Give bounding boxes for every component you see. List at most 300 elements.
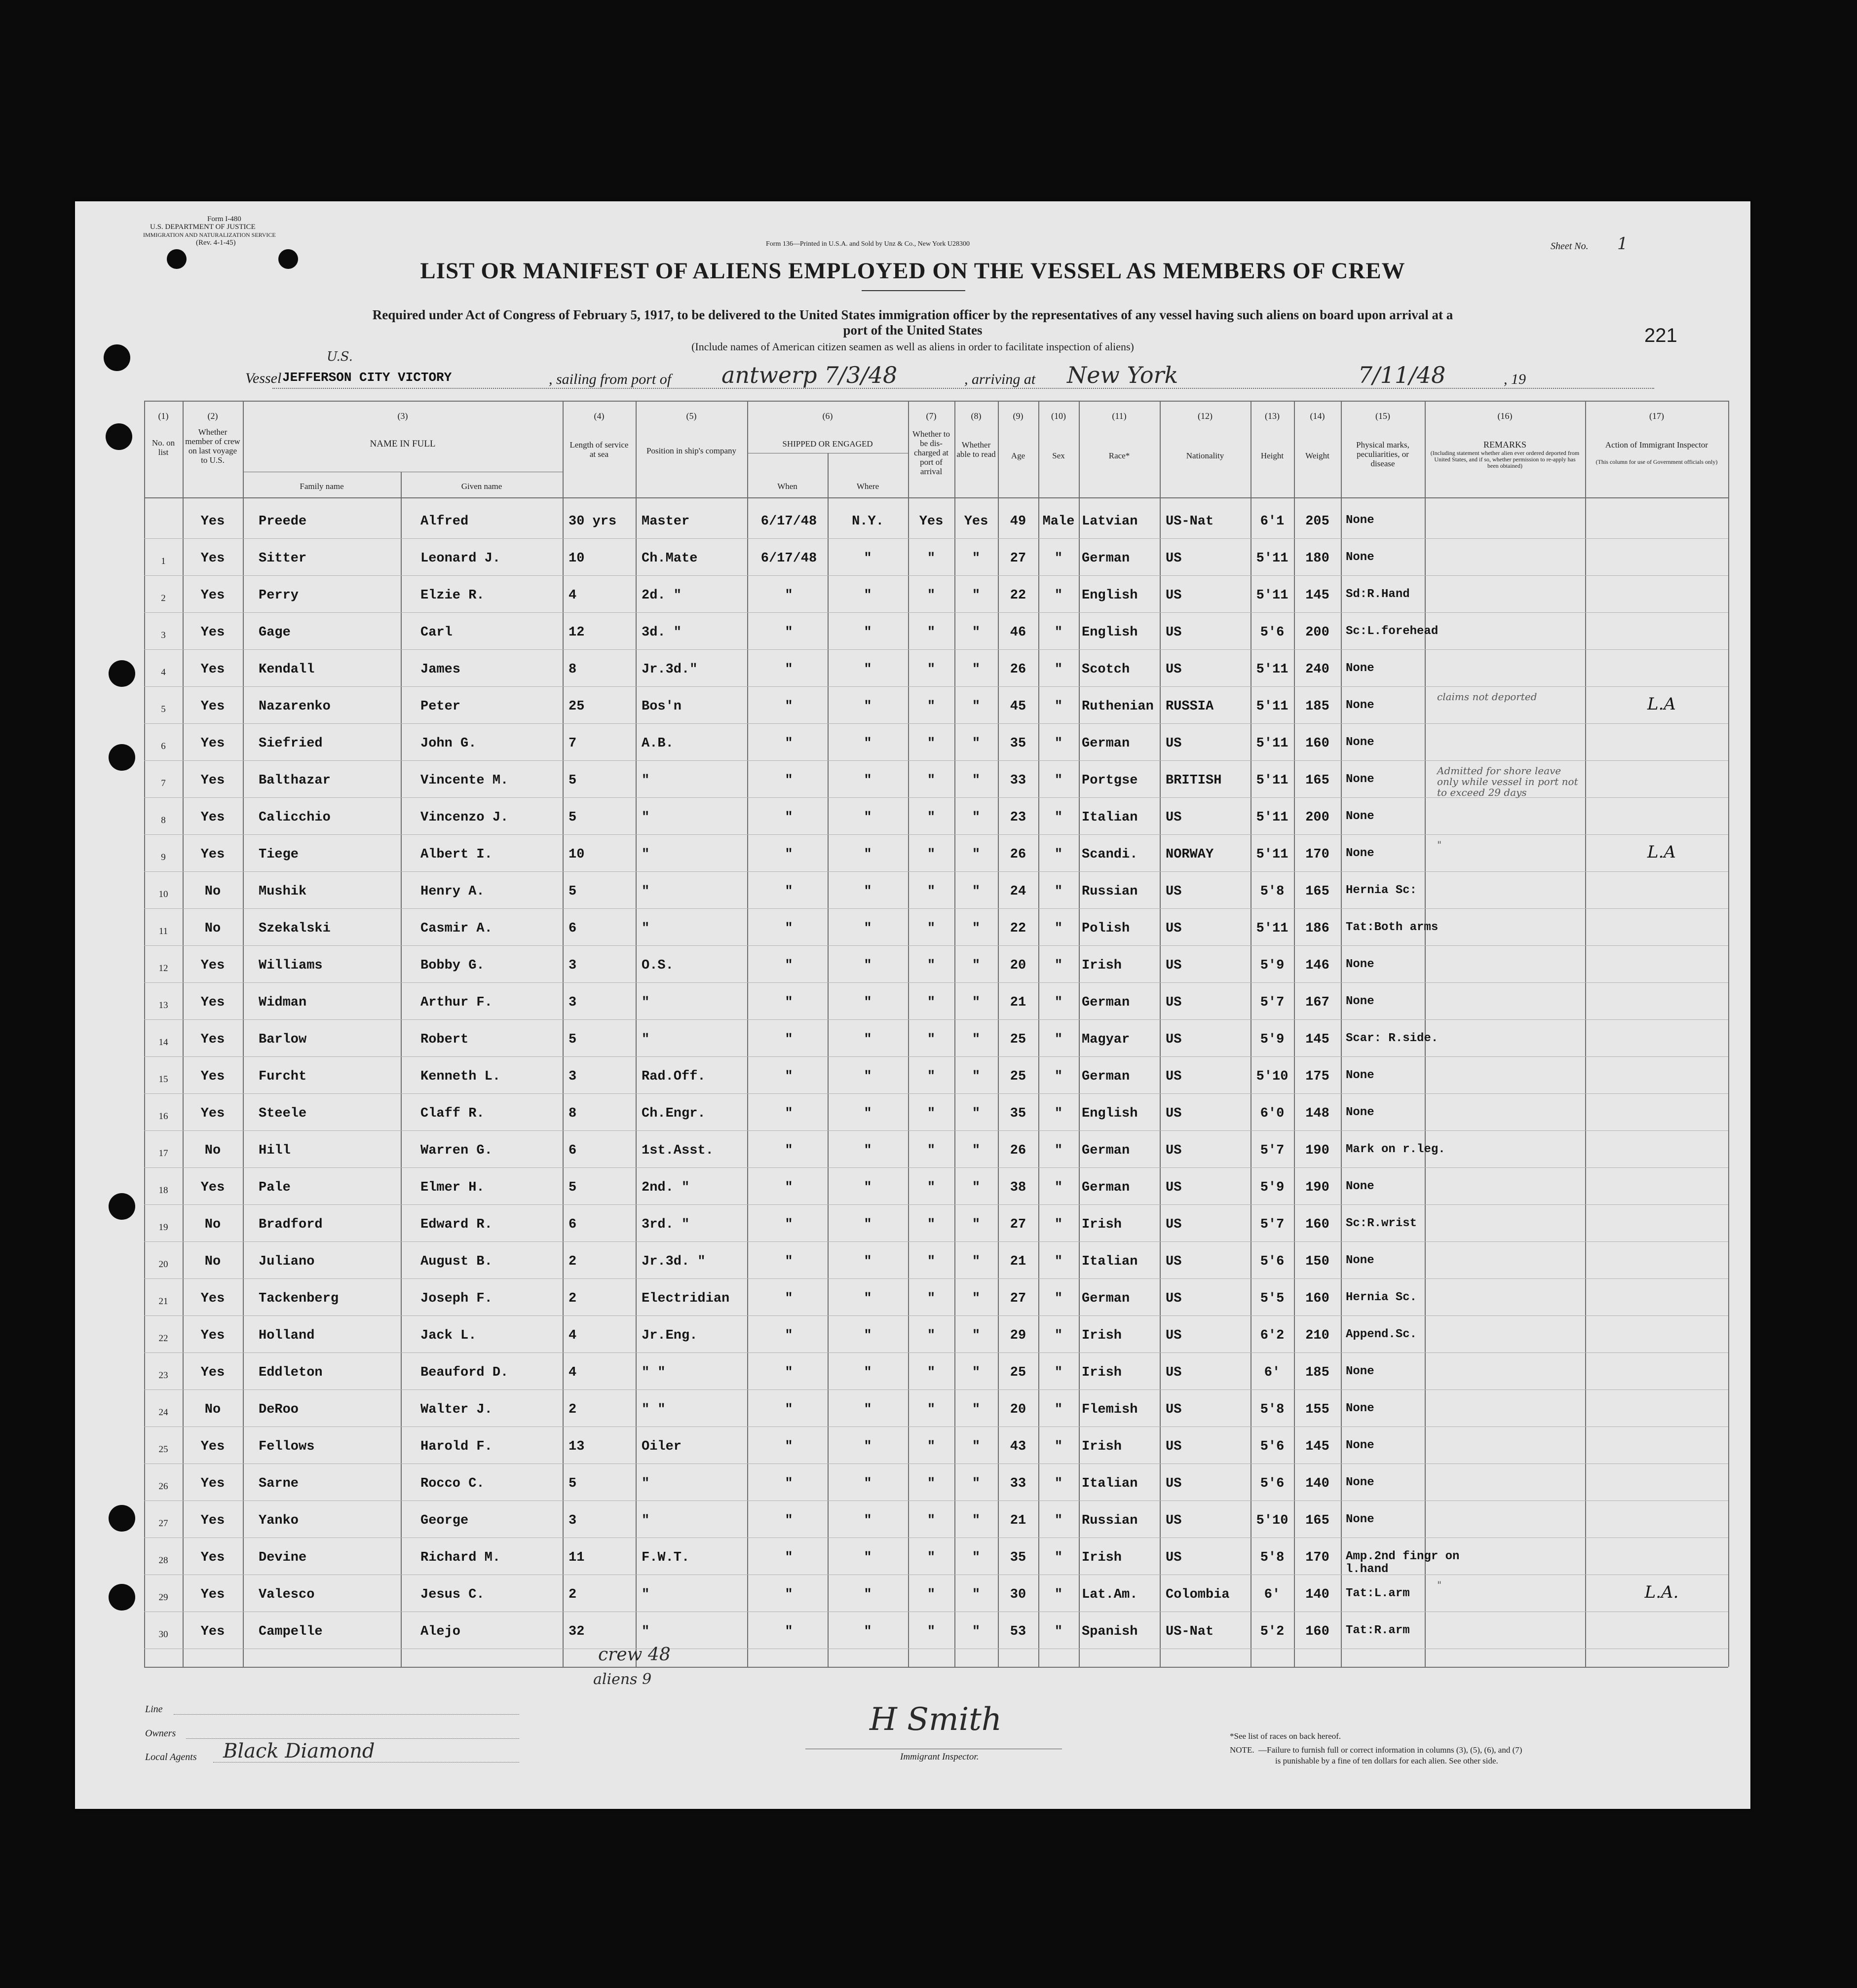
row-number: 8 <box>161 815 166 825</box>
position-cell: F.W.T. <box>642 1550 690 1565</box>
height-cell: 5'6 <box>1260 625 1285 640</box>
col-head-given: Given name <box>461 482 502 491</box>
given-name-cell: Albert I. <box>420 847 493 862</box>
prev-voyage-cell: Yes <box>200 1624 225 1639</box>
read-cell: " <box>972 958 981 973</box>
weight-cell: 145 <box>1305 588 1329 603</box>
vessel-rule <box>272 388 1654 389</box>
race-cell: Irish <box>1082 1217 1122 1232</box>
age-cell: 49 <box>1010 514 1026 529</box>
col-border <box>401 472 402 1667</box>
nationality-cell: US <box>1166 1328 1182 1343</box>
form-id: Form I-480 <box>207 215 241 223</box>
family-name-cell: Valesco <box>259 1587 315 1602</box>
shipped-where-cell: " <box>864 1476 872 1491</box>
service-cell: 3 <box>568 1069 577 1084</box>
family-name-cell: Preede <box>259 514 307 529</box>
prev-voyage-cell: Yes <box>200 1328 225 1343</box>
col-head-remarks-detail: (Including statement whether alien ever ordered deported from United States, and if so, whether permission to re-apply has been obtained) <box>1430 450 1580 469</box>
read-cell: " <box>972 884 981 899</box>
service-cell: 13 <box>568 1439 585 1454</box>
given-name-cell: Henry A. <box>420 884 485 899</box>
race-cell: Irish <box>1082 1550 1122 1565</box>
col-num-10: (10) <box>1051 411 1066 421</box>
race-cell: Scotch <box>1082 662 1130 677</box>
race-cell: Irish <box>1082 958 1122 973</box>
given-name-cell: Claff R. <box>420 1106 485 1121</box>
race-cell: Flemish <box>1082 1402 1138 1417</box>
height-cell: 5'11 <box>1256 847 1289 862</box>
weight-cell: 185 <box>1305 699 1329 714</box>
age-cell: 21 <box>1010 1254 1026 1269</box>
sex-cell: " <box>1054 662 1063 677</box>
shipped-when-cell: " <box>785 1254 793 1269</box>
family-name-cell: Calicchio <box>259 810 331 825</box>
height-cell: 5'11 <box>1256 662 1289 677</box>
height-cell: 5'10 <box>1256 1513 1289 1528</box>
height-cell: 5'6 <box>1260 1476 1285 1491</box>
prev-voyage-cell: Yes <box>200 1069 225 1084</box>
col-head-position: Position in ship's company <box>646 446 737 455</box>
service-cell: 2 <box>568 1291 577 1306</box>
nationality-cell: US <box>1166 1032 1182 1047</box>
read-cell: " <box>972 625 981 640</box>
shipped-where-cell: " <box>864 699 872 714</box>
age-cell: 22 <box>1010 588 1026 603</box>
given-name-cell: Arthur F. <box>420 995 493 1010</box>
row-number: 22 <box>158 1333 168 1344</box>
col-border <box>243 401 244 1667</box>
marks-cell: None <box>1346 1439 1374 1452</box>
binder-hole <box>104 344 130 371</box>
arrival-date: 7/11/48 <box>1358 362 1446 388</box>
sex-cell: " <box>1054 1291 1063 1306</box>
weight-cell: 140 <box>1305 1587 1329 1602</box>
prev-voyage-cell: Yes <box>200 1550 225 1565</box>
given-name-cell: Alfred <box>420 514 469 529</box>
col-border <box>1341 401 1342 1667</box>
marks-cell: Tat:L.arm <box>1346 1587 1410 1600</box>
race-cell: Scandi. <box>1082 847 1138 862</box>
shipped-when-cell: 6/17/48 <box>760 551 817 566</box>
weight-cell: 205 <box>1305 514 1329 529</box>
discharged-cell: " <box>927 699 936 714</box>
col-head-service: Length of service at sea <box>569 440 629 459</box>
prev-voyage-cell: Yes <box>200 810 225 825</box>
weight-cell: 160 <box>1305 736 1329 751</box>
sex-cell: " <box>1054 1069 1063 1084</box>
row-number: 15 <box>158 1074 168 1085</box>
col-head-action: Action of Immigrant Inspector <box>1605 440 1708 450</box>
position-cell: Ch.Engr. <box>642 1106 706 1121</box>
read-cell: " <box>972 1328 981 1343</box>
prev-voyage-cell: No <box>204 1254 221 1269</box>
row-number: 25 <box>158 1444 168 1455</box>
year-label: , 19 <box>1504 371 1526 387</box>
shipped-where-cell: " <box>864 625 872 640</box>
position-cell: " " <box>642 1402 666 1417</box>
position-cell: " <box>642 1624 650 1639</box>
position-cell: " <box>642 1513 650 1528</box>
service-cell: 2 <box>568 1587 577 1602</box>
col-border <box>144 401 145 1667</box>
col-border <box>1160 401 1161 1667</box>
shipped-when-cell: " <box>785 958 793 973</box>
shipped-when-cell: " <box>785 1069 793 1084</box>
race-cell: Polish <box>1082 921 1130 936</box>
line-label: Line <box>145 1704 163 1715</box>
remarks-cell: claims not deported <box>1437 691 1537 703</box>
shipped-where-cell: " <box>864 995 872 1010</box>
weight-cell: 200 <box>1305 810 1329 825</box>
shipped-when-cell: " <box>785 847 793 862</box>
read-cell: " <box>972 1069 981 1084</box>
table-bottom-border <box>144 1667 1728 1668</box>
col-num-1: (1) <box>158 411 169 421</box>
shipped-when-cell: " <box>785 921 793 936</box>
given-name-cell: Beauford D. <box>420 1365 509 1380</box>
sheet-no: 1 <box>1617 234 1628 254</box>
sex-cell: " <box>1054 1328 1063 1343</box>
prev-voyage-cell: Yes <box>200 588 225 603</box>
shipped-where-cell: " <box>864 773 872 788</box>
race-cell: English <box>1082 625 1138 640</box>
family-name-cell: Furcht <box>259 1069 307 1084</box>
service: IMMIGRATION AND NATURALIZATION SERVICE <box>143 231 276 238</box>
position-cell: A.B. <box>642 736 674 751</box>
marks-cell: None <box>1346 958 1374 971</box>
marks-cell: None <box>1346 551 1374 564</box>
given-name-cell: Joseph F. <box>420 1291 493 1306</box>
marks-cell: Sd:R.Hand <box>1346 588 1410 601</box>
races-note: *See list of races on back hereof. <box>1230 1731 1341 1741</box>
age-cell: 46 <box>1010 625 1026 640</box>
shipped-where-cell: N.Y. <box>852 514 884 529</box>
requirement-line2: port of the United States <box>843 323 983 338</box>
position-cell: 2nd. " <box>642 1180 690 1195</box>
sex-cell: " <box>1054 1254 1063 1269</box>
position-cell: " <box>642 810 650 825</box>
marks-cell: None <box>1346 810 1374 823</box>
sailing-label: , sailing from port of <box>549 371 672 387</box>
prev-voyage-cell: Yes <box>200 1106 225 1121</box>
manifest-sheet <box>75 201 1750 1809</box>
row-rule <box>144 1315 1728 1316</box>
discharged-cell: " <box>927 1587 936 1602</box>
prev-voyage-cell: Yes <box>200 514 225 529</box>
service-cell: 6 <box>568 1143 577 1158</box>
row-rule <box>144 760 1728 761</box>
height-cell: 5'11 <box>1256 551 1289 566</box>
discharged-cell: " <box>927 1143 936 1158</box>
race-cell: German <box>1082 1143 1130 1158</box>
prev-voyage-cell: No <box>204 921 221 936</box>
col-head-name: NAME IN FULL <box>370 439 436 449</box>
age-cell: 38 <box>1010 1180 1026 1195</box>
col-head-when: When <box>777 482 797 491</box>
read-cell: " <box>972 1254 981 1269</box>
note-line1: —Failure to furnish full or correct information in columns (3), (5), (6), and (7) <box>1258 1745 1522 1755</box>
marks-cell: None <box>1346 514 1374 527</box>
race-cell: Irish <box>1082 1365 1122 1380</box>
service-cell: 5 <box>568 1180 577 1195</box>
shipped-when-cell: " <box>785 1143 793 1158</box>
row-number: 11 <box>158 926 168 937</box>
sex-cell: " <box>1054 884 1063 899</box>
col-num-13: (13) <box>1265 411 1280 421</box>
row-number: 18 <box>158 1185 168 1196</box>
row-number: 13 <box>158 1000 168 1011</box>
col-head-family: Family name <box>300 482 344 491</box>
sex-cell: " <box>1054 625 1063 640</box>
age-cell: 24 <box>1010 884 1026 899</box>
discharged-cell: " <box>927 1476 936 1491</box>
discharged-cell: " <box>927 1217 936 1232</box>
service-cell: 4 <box>568 1328 577 1343</box>
nationality-cell: US <box>1166 588 1182 603</box>
race-cell: Irish <box>1082 1328 1122 1343</box>
row-rule <box>144 612 1728 613</box>
row-number: 24 <box>158 1407 168 1418</box>
age-cell: 25 <box>1010 1069 1026 1084</box>
height-cell: 5'5 <box>1260 1291 1285 1306</box>
prev-voyage-cell: Yes <box>200 773 225 788</box>
age-cell: 27 <box>1010 1291 1026 1306</box>
vessel-label: Vessel <box>245 370 282 386</box>
col-head-race: Race* <box>1108 451 1130 460</box>
family-name-cell: Sitter <box>259 551 307 566</box>
race-cell: English <box>1082 1106 1138 1121</box>
department: U.S. DEPARTMENT OF JUSTICE <box>150 223 256 231</box>
given-name-cell: Rocco C. <box>420 1476 485 1491</box>
race-cell: German <box>1082 736 1130 751</box>
race-cell: German <box>1082 1180 1130 1195</box>
weight-cell: 180 <box>1305 551 1329 566</box>
col-head-prev-voyage: Whether member of crew on last voyage to U.S. <box>185 427 240 465</box>
shipped-when-cell: " <box>785 884 793 899</box>
row-number: 27 <box>158 1518 168 1529</box>
remarks-cell: " <box>1437 1579 1442 1591</box>
race-cell: Spanish <box>1082 1624 1138 1639</box>
weight-cell: 186 <box>1305 921 1329 936</box>
nationality-cell: US <box>1166 551 1182 566</box>
age-cell: 35 <box>1010 1106 1026 1121</box>
family-name-cell: Barlow <box>259 1032 307 1047</box>
row-number: 20 <box>158 1259 168 1270</box>
discharged-cell: " <box>927 884 936 899</box>
family-name-cell: Tiege <box>259 847 299 862</box>
binder-hole <box>106 423 132 450</box>
shipped-where-cell: " <box>864 921 872 936</box>
weight-cell: 165 <box>1305 1513 1329 1528</box>
service-cell: 10 <box>568 847 585 862</box>
col-head-where: Where <box>856 482 879 491</box>
shipped-when-cell: " <box>785 1291 793 1306</box>
row-rule <box>144 1167 1728 1168</box>
sex-cell: " <box>1054 847 1063 862</box>
marks-cell: Tat:R.arm <box>1346 1624 1410 1637</box>
col-num-15: (15) <box>1375 411 1390 421</box>
sex-cell: " <box>1054 551 1063 566</box>
service-cell: 12 <box>568 625 585 640</box>
col-num-14: (14) <box>1310 411 1325 421</box>
position-cell: 2d. " <box>642 588 682 603</box>
row-rule <box>144 538 1728 539</box>
shipped-when-cell: " <box>785 1624 793 1639</box>
discharged-cell: " <box>927 1106 936 1121</box>
shipped-when-cell: " <box>785 773 793 788</box>
service-cell: 5 <box>568 1032 577 1047</box>
prev-voyage-cell: Yes <box>200 736 225 751</box>
weight-cell: 190 <box>1305 1180 1329 1195</box>
shipped-where-cell: " <box>864 1365 872 1380</box>
col-num-11: (11) <box>1112 411 1127 421</box>
shipped-where-cell: " <box>864 1217 872 1232</box>
marks-cell: None <box>1346 1069 1374 1082</box>
service-cell: 4 <box>568 588 577 603</box>
row-number: 29 <box>158 1592 168 1603</box>
header-bottom-border <box>144 497 1728 498</box>
race-cell: German <box>1082 551 1130 566</box>
shipped-where-cell: " <box>864 662 872 677</box>
nationality-cell: US <box>1166 884 1182 899</box>
service-cell: 5 <box>568 773 577 788</box>
given-name-cell: Kenneth L. <box>420 1069 501 1084</box>
col-num-3: (3) <box>397 411 408 421</box>
row-rule <box>144 1019 1728 1020</box>
owners-rule <box>186 1738 519 1739</box>
given-name-cell: Elmer H. <box>420 1180 485 1195</box>
note-line2: is punishable by a fine of ten dollars for each alien. See other side. <box>1275 1756 1498 1765</box>
marks-cell: None <box>1346 1106 1374 1119</box>
age-cell: 21 <box>1010 995 1026 1010</box>
prev-voyage-cell: Yes <box>200 1291 225 1306</box>
discharged-cell: " <box>927 662 936 677</box>
family-name-cell: Nazarenko <box>259 699 331 714</box>
crew-total: crew 48 <box>598 1645 671 1665</box>
row-rule <box>144 649 1728 650</box>
sex-cell: " <box>1054 1180 1063 1195</box>
position-cell: " <box>642 1476 650 1491</box>
nationality-cell: US <box>1166 662 1182 677</box>
shipped-where-cell: " <box>864 1439 872 1454</box>
age-cell: 45 <box>1010 699 1026 714</box>
height-cell: 5'2 <box>1260 1624 1285 1639</box>
position-cell: " <box>642 995 650 1010</box>
race-cell: Russian <box>1082 1513 1138 1528</box>
service-cell: 2 <box>568 1254 577 1269</box>
given-name-cell: Bobby G. <box>420 958 485 973</box>
row-number: 7 <box>161 778 166 788</box>
binder-hole <box>109 1505 135 1532</box>
col-head-read: Whether able to read <box>956 440 996 459</box>
line-rule <box>174 1714 519 1715</box>
sex-cell: " <box>1054 958 1063 973</box>
family-name-cell: Devine <box>259 1550 307 1565</box>
sex-cell: " <box>1054 1032 1063 1047</box>
prev-voyage-cell: Yes <box>200 1587 225 1602</box>
nationality-cell: NORWAY <box>1166 847 1214 862</box>
family-name-cell: Campelle <box>259 1624 323 1639</box>
arriving-label: , arriving at <box>964 371 1036 387</box>
service-cell: 5 <box>568 810 577 825</box>
race-cell: German <box>1082 1291 1130 1306</box>
prev-voyage-cell: Yes <box>200 699 225 714</box>
marks-cell: None <box>1346 1254 1374 1267</box>
nationality-cell: US <box>1166 1069 1182 1084</box>
weight-cell: 167 <box>1305 995 1329 1010</box>
col-num-8: (8) <box>971 411 982 421</box>
age-cell: 33 <box>1010 1476 1026 1491</box>
remarks-cell: Admitted for shore leave only while vessel in port not to exceed 29 days <box>1437 765 1578 798</box>
shipped-where-cell: " <box>864 1143 872 1158</box>
row-number: 14 <box>158 1037 168 1048</box>
weight-cell: 160 <box>1305 1291 1329 1306</box>
shipped-where-cell: " <box>864 551 872 566</box>
row-rule <box>144 1463 1728 1464</box>
service-cell: 30 yrs <box>568 514 617 529</box>
race-cell: Russian <box>1082 884 1138 899</box>
col-head-nationality: Nationality <box>1186 451 1224 460</box>
col-head-age: Age <box>1011 451 1025 460</box>
shipped-when-cell: " <box>785 1328 793 1343</box>
family-name-cell: Balthazar <box>259 773 331 788</box>
sex-cell: " <box>1054 1217 1063 1232</box>
read-cell: " <box>972 588 981 603</box>
col-num-17: (17) <box>1649 411 1664 421</box>
col-border <box>1079 401 1080 1667</box>
shipped-when-cell: " <box>785 588 793 603</box>
row-number: 30 <box>158 1629 168 1640</box>
row-rule <box>144 1056 1728 1057</box>
prev-voyage-cell: Yes <box>200 995 225 1010</box>
discharged-cell: " <box>927 1513 936 1528</box>
sex-cell: " <box>1054 1439 1063 1454</box>
discharged-cell: " <box>927 1291 936 1306</box>
family-name-cell: Gage <box>259 625 291 640</box>
marks-cell: None <box>1346 699 1374 712</box>
col-border <box>563 401 564 1667</box>
position-cell: " <box>642 1032 650 1047</box>
age-cell: 22 <box>1010 921 1026 936</box>
shipped-when-cell: " <box>785 995 793 1010</box>
shipped-where-cell: " <box>864 958 872 973</box>
height-cell: 5'8 <box>1260 1402 1285 1417</box>
race-cell: Italian <box>1082 1476 1138 1491</box>
row-rule <box>144 1241 1728 1242</box>
shipped-where-cell: " <box>864 1550 872 1565</box>
service-cell: 11 <box>568 1550 585 1565</box>
age-cell: 29 <box>1010 1328 1026 1343</box>
race-cell: Portgse <box>1082 773 1138 788</box>
shipped-where-cell: " <box>864 1513 872 1528</box>
marks-cell: None <box>1346 1180 1374 1193</box>
marks-cell: None <box>1346 736 1374 749</box>
marks-cell: Sc:L.forehead <box>1346 625 1439 638</box>
shipped-where-cell: " <box>864 1402 872 1417</box>
sex-cell: " <box>1054 1402 1063 1417</box>
row-number: 4 <box>161 667 166 677</box>
row-number: 3 <box>161 630 166 640</box>
vessel-prefix: U.S. <box>327 349 353 364</box>
page-number: 221 <box>1644 325 1677 346</box>
height-cell: 6' <box>1264 1365 1281 1380</box>
height-cell: 5'9 <box>1260 1180 1285 1195</box>
age-cell: 20 <box>1010 958 1026 973</box>
row-number: 1 <box>161 556 166 566</box>
sailing-value: antwerp 7/3/48 <box>721 362 898 388</box>
binder-hole <box>109 1584 135 1611</box>
